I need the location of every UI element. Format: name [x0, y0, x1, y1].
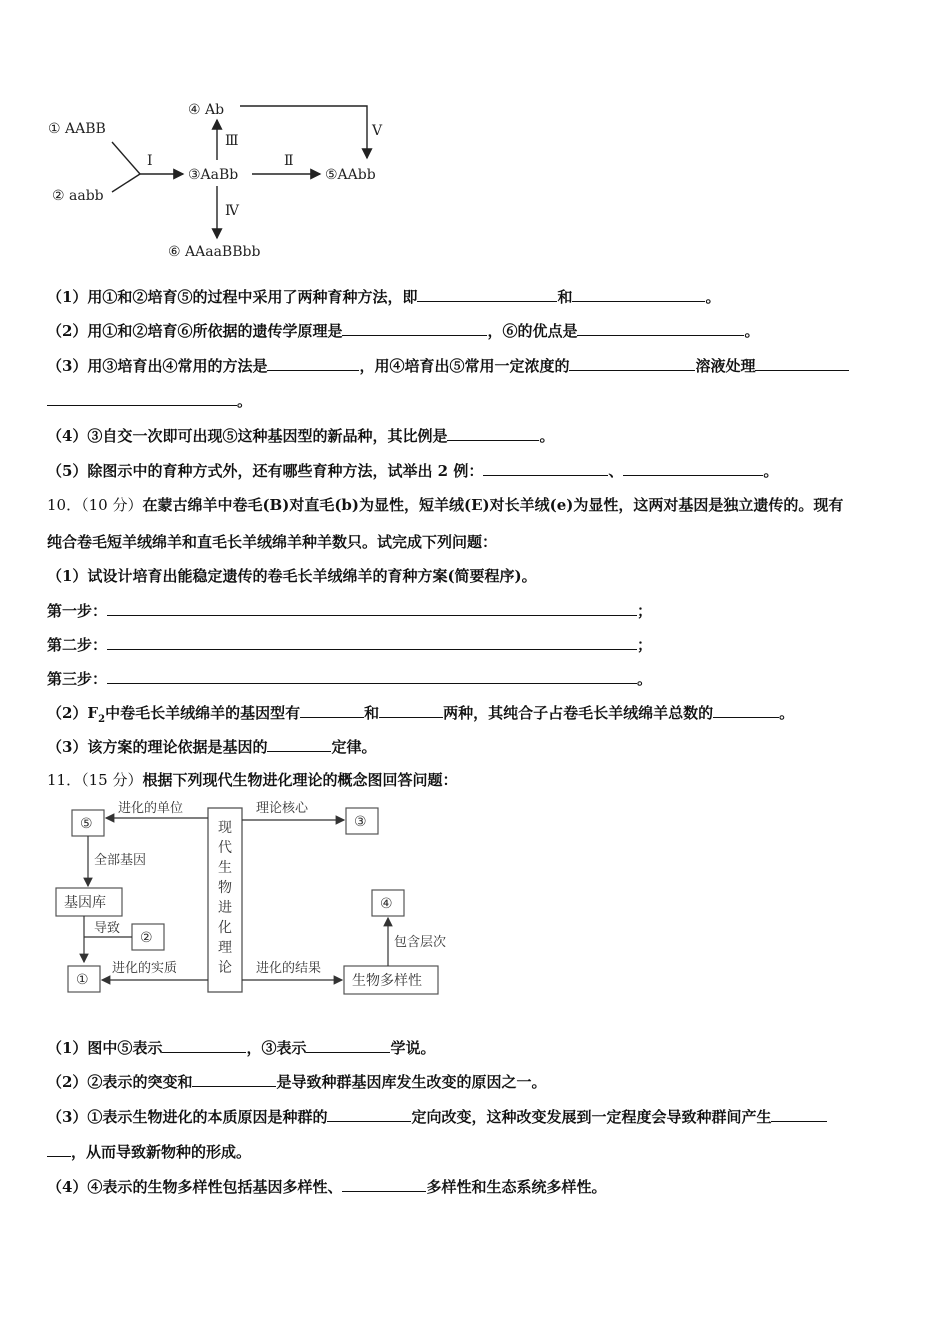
- q11-p1-end: 学说。: [390, 1039, 436, 1057]
- label-essence: 进化的实质: [112, 961, 178, 976]
- answer-blank[interactable]: [342, 1176, 426, 1192]
- q11-part1: [47, 1037, 435, 1058]
- arrow-V: [240, 106, 367, 158]
- step2-label: 第二步：: [47, 636, 108, 654]
- answer-blank[interactable]: [755, 355, 849, 371]
- q9-p5-text: （5）除图示中的育种方式外，还有哪些育种方法，试举出 2 例：: [47, 462, 484, 480]
- center-char-6: 理: [218, 940, 232, 956]
- q10-part1: [47, 566, 537, 586]
- answer-blank[interactable]: [162, 1037, 246, 1053]
- q10-p3-text: （3）该方案的理论依据是基因的: [47, 738, 268, 756]
- breeding-diagram: [40, 90, 400, 270]
- step1-end: ；: [637, 602, 653, 620]
- q10-p2-d: 两种，其纯合子占卷毛长羊绒绵羊总数的: [443, 704, 714, 722]
- answer-blank[interactable]: [713, 702, 779, 718]
- q9-p4-end: 。: [539, 427, 555, 445]
- evolution-concept-map: [50, 796, 460, 1002]
- roman-I: Ⅰ: [147, 153, 153, 169]
- q11-stem-text: 根据下列现代生物进化理论的概念图回答问题：: [142, 771, 458, 789]
- label-levels: 包含层次: [394, 935, 447, 950]
- label-result: 进化的结果: [256, 961, 322, 976]
- q9-p5-end: 。: [763, 462, 779, 480]
- q11-part3-cont: [47, 1141, 251, 1162]
- q11-stem: [47, 770, 457, 790]
- q11-part4: [47, 1176, 606, 1197]
- answer-blank[interactable]: [417, 286, 557, 302]
- line-1-merge: [112, 142, 140, 174]
- q9-p2-end: 。: [744, 322, 760, 340]
- q9-p5-sep: 、: [608, 462, 624, 480]
- q9-p2-text: （2）用①和②培育⑥所依据的遗传学原理是: [47, 322, 343, 340]
- q11-p4-text: （4）④表示的生物多样性包括基因多样性、: [47, 1178, 343, 1196]
- q10-p2-sub: 2: [98, 714, 106, 725]
- answer-blank[interactable]: [107, 634, 637, 650]
- roman-III: Ⅲ: [225, 133, 239, 149]
- box-1-label: ①: [76, 972, 89, 988]
- answer-blank[interactable]: [483, 460, 608, 476]
- answer-blank[interactable]: [47, 390, 237, 406]
- q11-p3-end: ，从而导致新物种的形成。: [71, 1143, 252, 1161]
- answer-blank[interactable]: [107, 668, 637, 684]
- node-2: ② aabb: [52, 188, 104, 204]
- answer-blank[interactable]: [107, 600, 637, 616]
- box-5-label: ⑤: [80, 816, 93, 832]
- center-char-1: 代: [218, 840, 232, 856]
- node-6: ⑥ AAaaBBbb: [168, 244, 261, 260]
- answer-blank[interactable]: [447, 425, 539, 441]
- q9-part5: [47, 460, 778, 481]
- q9-part3: [47, 355, 849, 376]
- q11-number: 11．（15 分）: [47, 771, 143, 789]
- q9-p2-mid: ，⑥的优点是: [487, 322, 578, 340]
- q11-p1-text: （1）图中⑤表示: [47, 1039, 163, 1057]
- answer-blank[interactable]: [327, 1106, 411, 1122]
- q10-number: 10．（10 分）: [47, 496, 143, 514]
- q11-p2-end: 是导致种群基因库发生改变的原因之一。: [276, 1073, 547, 1091]
- roman-II: Ⅱ: [284, 153, 294, 169]
- q11-p3-mid: 定向改变，这种改变发展到一定程度会导致种群间产生: [411, 1108, 772, 1126]
- q11-p2-text: （2）②表示的突变和: [47, 1073, 193, 1091]
- answer-blank[interactable]: [569, 355, 695, 371]
- q10-step2: [47, 634, 652, 655]
- center-char-7: 论: [218, 960, 232, 976]
- center-char-5: 化: [218, 920, 232, 936]
- center-char-2: 生: [218, 860, 232, 876]
- q9-p4-text: （4）③自交一次即可出现⑤这种基因型的新品种，其比例是: [47, 427, 448, 445]
- box-4-label: ④: [380, 896, 393, 912]
- q10-stem-line2: [47, 532, 497, 552]
- label-unit: 进化的单位: [118, 801, 184, 816]
- q10-stem2: 纯合卷毛短羊绒绵羊和直毛长羊绒绵羊种羊数只。试完成下列问题：: [47, 533, 498, 551]
- answer-blank[interactable]: [771, 1106, 827, 1122]
- node-3: ③AaBb: [188, 167, 239, 183]
- q11-p3-text: （3）①表示生物进化的本质原因是种群的: [47, 1108, 328, 1126]
- center-char-0: 现: [218, 820, 232, 836]
- line-2-merge: [112, 174, 140, 192]
- q10-p2-end: 。: [779, 704, 795, 722]
- q9-part1: [47, 286, 720, 307]
- q9-p1-end: 。: [705, 288, 721, 306]
- answer-blank[interactable]: [300, 702, 364, 718]
- answer-blank[interactable]: [572, 286, 705, 302]
- q10-p2-b: 中卷毛长羊绒绵羊的基因型有: [105, 704, 301, 722]
- step1-label: 第一步：: [47, 602, 108, 620]
- answer-blank[interactable]: [306, 1037, 390, 1053]
- answer-blank[interactable]: [267, 736, 331, 752]
- answer-blank[interactable]: [192, 1071, 276, 1087]
- q10-stem-line1: [47, 495, 843, 515]
- label-core: 理论核心: [256, 801, 309, 816]
- q9-part2: [47, 320, 759, 341]
- box-3-label: ③: [354, 814, 367, 830]
- roman-IV: Ⅳ: [225, 203, 239, 219]
- label-lead: 导致: [94, 921, 121, 936]
- q9-p3-mid: ，用④培育出⑤常用一定浓度的: [359, 357, 570, 375]
- center-char-3: 物: [218, 880, 232, 896]
- q10-part2: [47, 702, 794, 730]
- q10-part3: [47, 736, 376, 757]
- answer-blank[interactable]: [379, 702, 443, 718]
- answer-blank[interactable]: [577, 320, 744, 336]
- box-diversity-label: 生物多样性: [352, 973, 422, 989]
- center-char-4: 进: [218, 900, 232, 916]
- box-2-label: ②: [140, 930, 153, 946]
- answer-blank[interactable]: [267, 355, 359, 371]
- step3-label: 第三步：: [47, 670, 108, 688]
- q10-step3: [47, 668, 652, 689]
- q9-p3-text: （3）用③培育出④常用的方法是: [47, 357, 268, 375]
- q11-part3: [47, 1106, 827, 1127]
- answer-blank[interactable]: [623, 460, 763, 476]
- step3-end: 。: [637, 670, 653, 688]
- q11-part2: [47, 1071, 546, 1092]
- node-4: ④ Ab: [188, 102, 225, 118]
- node-1: ① AABB: [48, 121, 106, 137]
- box-genepool-label: 基因库: [64, 895, 106, 911]
- answer-blank[interactable]: [47, 1141, 71, 1157]
- q10-p2-text: （2）F: [47, 704, 99, 722]
- q9-part3-cont: [47, 390, 252, 411]
- q9-p3-tail: 溶液处理: [695, 357, 756, 375]
- q9-p3-end: 。: [237, 392, 253, 410]
- q10-step1: [47, 600, 652, 621]
- q10-stem1: 在蒙古绵羊中卷毛(B)对直毛(b)为显性，短羊绒(E)对长羊绒(e)为显性，这两对基因是独立遗传的。现有: [142, 496, 844, 514]
- roman-V: Ⅴ: [372, 123, 383, 139]
- q9-p1-and: 和: [557, 288, 573, 306]
- label-allgenes: 全部基因: [94, 853, 147, 868]
- answer-blank[interactable]: [342, 320, 487, 336]
- q11-p4-end: 多样性和生态系统多样性。: [426, 1178, 607, 1196]
- step2-end: ；: [637, 636, 653, 654]
- q10-p3-end: 定律。: [331, 738, 377, 756]
- q9-p1-text: （1）用①和②培育⑤的过程中采用了两种育种方法，即: [47, 288, 418, 306]
- q11-p1-mid: ，③表示: [246, 1039, 307, 1057]
- q9-part4: [47, 425, 554, 446]
- q10-p1-text: （1）试设计培育出能稳定遗传的卷毛长羊绒绵羊的育种方案(简要程序)。: [47, 567, 537, 585]
- node-5: ⑤AAbb: [325, 167, 376, 183]
- q10-p2-and: 和: [364, 704, 380, 722]
